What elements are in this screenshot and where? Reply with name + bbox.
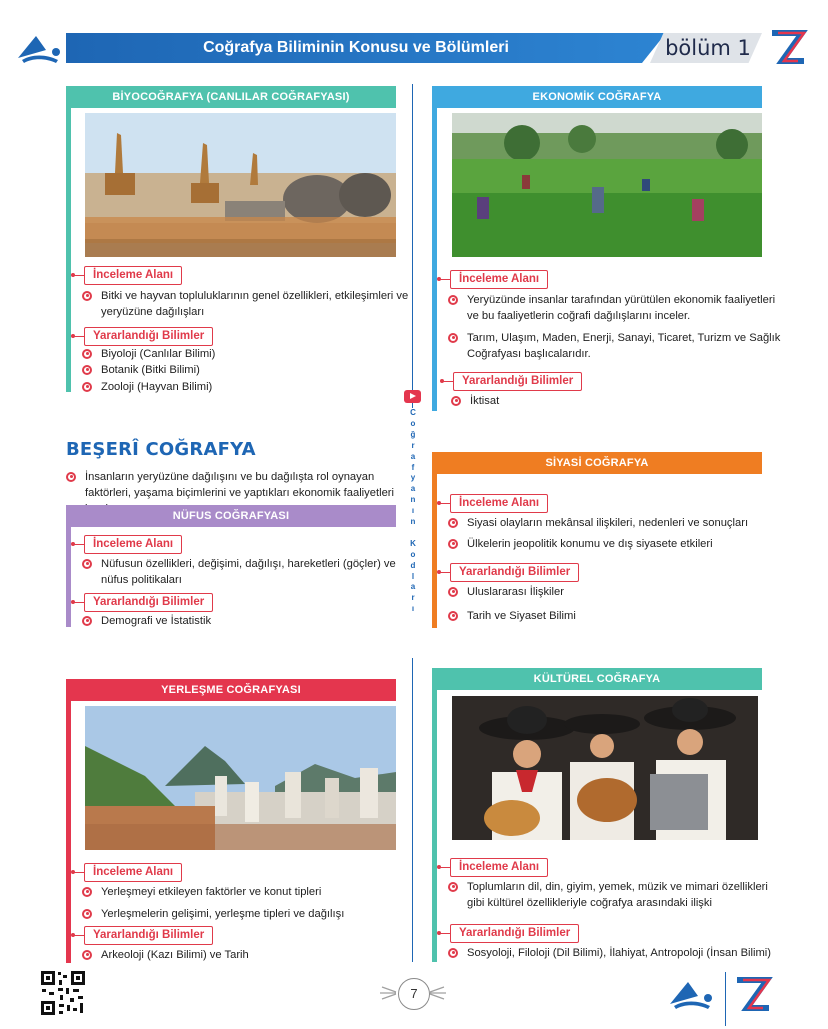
vt-letter: a bbox=[410, 582, 416, 592]
siyasi-bilimler-tag: Yararlandığı Bilimler bbox=[450, 563, 579, 582]
vt-letter: n bbox=[410, 495, 416, 505]
siyasi-bilim-item: Tarih ve Siyaset Bilimi bbox=[448, 608, 783, 624]
mariachi-musicians-photo bbox=[452, 696, 758, 840]
yerlesme-inceleme-tag: İnceleme Alanı bbox=[84, 863, 182, 882]
ekonomik-bilim-item: İktisat bbox=[451, 393, 786, 409]
yerlesme-inceleme-item: Yerleşmelerin gelişimi, yerleşme tipleri ve dağılışı bbox=[82, 906, 417, 922]
nufus-bilim-item: Demografi ve İstatistik bbox=[82, 613, 417, 629]
ekonomik-bilimler-tag: Yararlandığı Bilimler bbox=[453, 372, 582, 391]
vt-letter: a bbox=[410, 451, 416, 461]
beseri-description: İnsanların yeryüzüne dağılışını ve bu dağılışta rol oynayan faktörleri, yaşama biçimlerini ve yaptıkları ekonomik faaliyetleri bbox=[66, 469, 417, 517]
kulturel-bilimler-tag: Yararlandığı Bilimler bbox=[450, 924, 579, 943]
ekonomik-inceleme-item: Yeryüzünde insanlar tarafından yürütülen ekonomik faaliyetleri ve bu faaliyetlerin coğrafi dağılışlarını inceler. bbox=[448, 292, 783, 324]
ekonomik-inceleme-item: Tarım, Ulaşım, Maden, Enerji, Sanayi, Ticaret, Turizm ve Sağlık Coğrafyası başlıcalarıdır. bbox=[448, 330, 783, 362]
qr-code-icon[interactable] bbox=[40, 970, 86, 1016]
vt-letter: d bbox=[410, 560, 416, 570]
page-title: Coğrafya Biliminin Konusu ve Bölümleri bbox=[203, 39, 509, 56]
yerlesme-bilim-item: Arkeoloji (Kazı Bilimi) ve Tarih bbox=[82, 947, 417, 963]
biyo-accent-line bbox=[66, 86, 71, 392]
ekonomik-inceleme-tag: İnceleme Alanı bbox=[450, 270, 548, 289]
kulturel-title-bar: KÜLTÜREL COĞRAFYA bbox=[432, 668, 762, 690]
ekonomik-title-bar: EKONOMİK COĞRAFYA bbox=[432, 86, 762, 108]
vt-letter: ğ bbox=[410, 429, 416, 439]
yerlesme-inceleme-item: Yerleşmeyi etkileyen faktörler ve konut tipleri bbox=[82, 884, 417, 900]
biyo-bilimler-tag: Yararlandığı Bilimler bbox=[84, 327, 213, 346]
beseri-heading: BEŞERÎ COĞRAFYA bbox=[66, 439, 256, 460]
vt-letter: r bbox=[411, 440, 415, 450]
footer-divider bbox=[725, 972, 726, 1026]
kulturel-bilim-item: Sosyoloji, Filoloji (Dil Bilimi), İlahiyat, Antropoloji (İnsan Bilimi) bbox=[448, 945, 785, 961]
kulturel-inceleme-tag: İnceleme Alanı bbox=[450, 858, 548, 877]
kulturel-accent-line bbox=[432, 668, 437, 962]
vt-letter: ı bbox=[411, 604, 415, 614]
yerlesme-accent-line bbox=[66, 679, 71, 963]
vt-letter: K bbox=[410, 538, 416, 548]
section-label: bölüm 1 bbox=[665, 36, 751, 60]
biyo-bilim-item: Biyoloji (Canlılar Bilimi) bbox=[82, 346, 417, 362]
vt-letter bbox=[407, 528, 419, 539]
vt-letter: r bbox=[411, 593, 415, 603]
biyo-inceleme-item: Bitki ve hayvan topluluklarının genel özellikleri, etkileşimleri ve yeryüzüne dağılışları bbox=[82, 288, 417, 320]
nufus-inceleme-item: Nüfusun özellikleri, değişimi, dağılışı, hareketleri (göçler) ve nüfus politikaları bbox=[82, 556, 417, 588]
biyo-title-bar: BİYOCOĞRAFYA (CANLILAR COĞRAFYASI) bbox=[66, 86, 396, 108]
vt-letter: y bbox=[410, 473, 416, 483]
biyo-inceleme-tag: İnceleme Alanı bbox=[84, 266, 182, 285]
vt-letter: f bbox=[411, 462, 415, 472]
nufus-bilimler-tag: Yararlandığı Bilimler bbox=[84, 593, 213, 612]
brand-z-logo-icon bbox=[768, 27, 808, 67]
siyasi-inceleme-item: Ülkelerin jeopolitik konumu ve dış siyasete etkileri bbox=[448, 536, 783, 552]
yerlesme-title-bar: YERLEŞME COĞRAFYASI bbox=[66, 679, 396, 701]
nufus-title-bar: NÜFUS COĞRAFYASI bbox=[66, 505, 396, 527]
vt-letter: C bbox=[410, 408, 416, 417]
nufus-inceleme-tag: İnceleme Alanı bbox=[84, 535, 182, 554]
publisher-logo-icon bbox=[16, 28, 62, 66]
farm-workers-photo bbox=[452, 113, 762, 257]
biyo-bilim-item: Botanik (Bitki Bilimi) bbox=[82, 362, 417, 378]
siyasi-bilim-item: Uluslararası İlişkiler bbox=[448, 584, 783, 600]
biyo-bilim-item: Zooloji (Hayvan Bilimi) bbox=[82, 379, 417, 395]
vt-letter: a bbox=[410, 484, 416, 494]
vt-letter: o bbox=[410, 418, 416, 428]
city-landscape-photo bbox=[85, 706, 396, 850]
siyasi-title-bar: SİYASİ COĞRAFYA bbox=[432, 452, 762, 474]
publisher-footer-logo-icon bbox=[668, 978, 714, 1012]
vt-letter: n bbox=[410, 517, 416, 527]
siyasi-inceleme-tag: İnceleme Alanı bbox=[450, 494, 548, 513]
kulturel-inceleme-item: Toplumların dil, din, giyim, yemek, müzik ve mimari özellikleri gibi kültürel özellikleriyle coğrafya arasındaki ilişki bbox=[448, 879, 783, 911]
savanna-animals-photo bbox=[85, 113, 396, 257]
vt-letter: ı bbox=[411, 506, 415, 516]
ekonomik-accent-line bbox=[432, 86, 437, 411]
vt-letter: o bbox=[410, 549, 416, 559]
siyasi-accent-line bbox=[432, 452, 437, 628]
yerlesme-bilimler-tag: Yararlandığı Bilimler bbox=[84, 926, 213, 945]
siyasi-inceleme-item: Siyasi olayların mekânsal ilişkileri, nedenleri ve sonuçları bbox=[448, 515, 783, 531]
page-number: 7 bbox=[398, 978, 430, 1010]
brand-z-footer-logo-icon bbox=[733, 975, 773, 1013]
vt-letter: l bbox=[411, 571, 415, 581]
